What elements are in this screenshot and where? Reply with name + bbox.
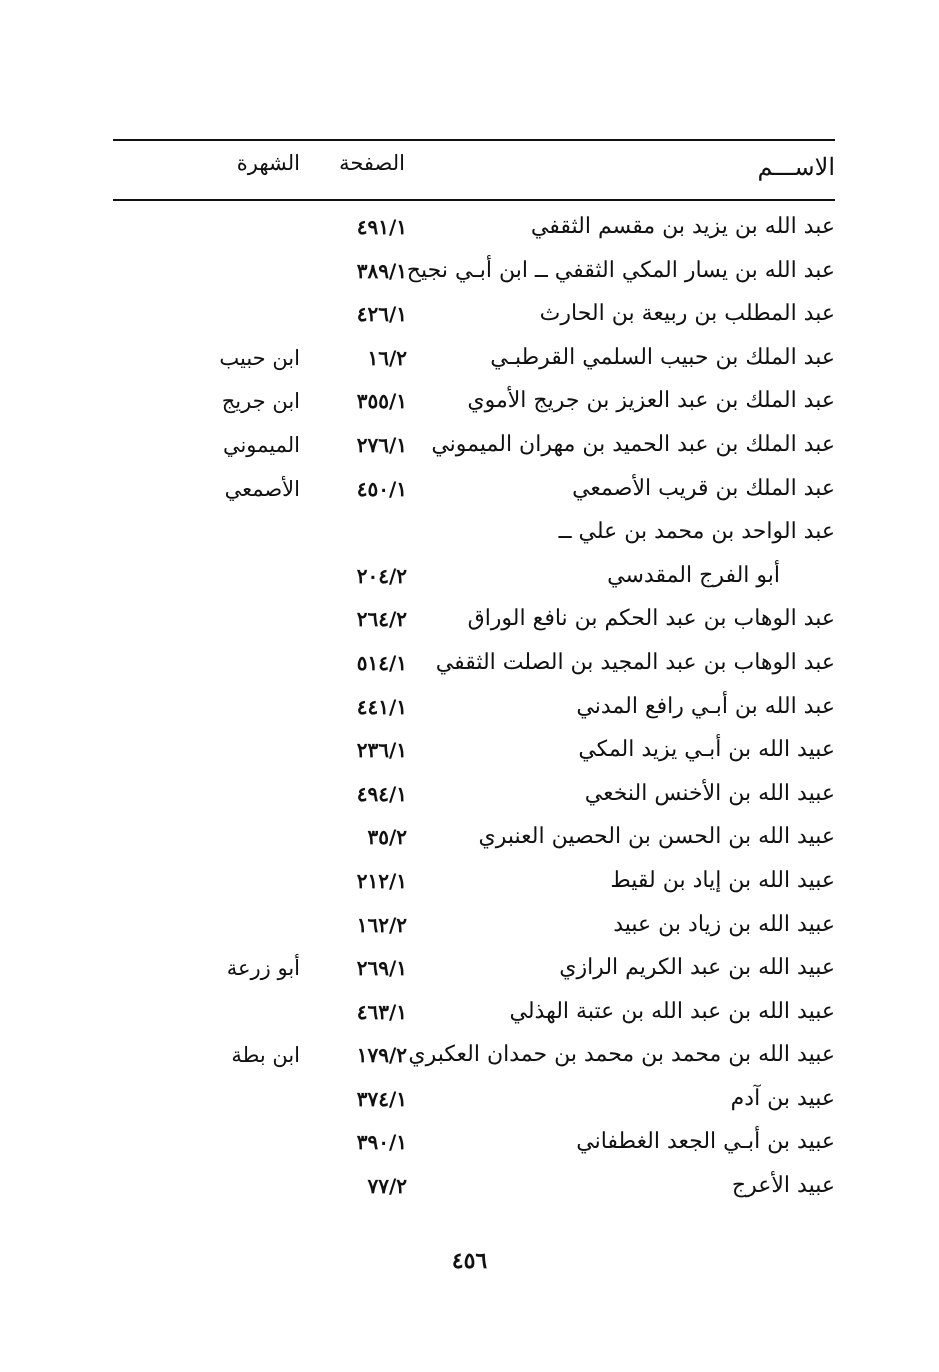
entry-name: عبيد بن آدم [730, 1085, 835, 1111]
entry-page: ٤٩٤/١ [356, 781, 407, 806]
entry-name: أبو الفرج المقدسي [607, 562, 780, 588]
table-row [113, 468, 835, 512]
entry-page: ٣٥٥/١ [356, 389, 407, 414]
entry-page: ٢٣٦/١ [356, 738, 407, 763]
table-top-rule [113, 139, 835, 141]
table-row [113, 686, 835, 730]
header-name: الاســـم [757, 153, 835, 181]
table-row [113, 424, 835, 468]
entry-name: عبد المطلب بن ربيعة بن الحارث [539, 301, 835, 327]
entry-page: ٣٨٩/١ [356, 258, 407, 283]
entry-name: عبد الملك بن عبد العزيز بن جريج الأموي [467, 388, 835, 414]
entry-page: ٣٥/٢ [367, 825, 407, 850]
header-page: الصفحة [339, 151, 405, 175]
entry-page: ٣٩٠/١ [356, 1130, 407, 1155]
entry-fame: الأصمعي [224, 476, 300, 501]
table-row [113, 729, 835, 773]
entry-name: عبيد الله بن عبد الكريم الرازي [559, 955, 835, 981]
table-row [113, 947, 835, 991]
entry-name: عبيد الله بن إياد بن لقيط [610, 867, 835, 893]
table-row [113, 206, 835, 250]
entry-page: ١٦/٢ [367, 345, 407, 370]
table-row [113, 1165, 835, 1209]
entry-page: ٤٩١/١ [356, 215, 407, 239]
table-row [113, 250, 835, 294]
entry-page: ٧٧/٢ [367, 1174, 407, 1199]
entry-name: عبد الوهاب بن عبد المجيد بن الصلت الثقفي [435, 649, 835, 675]
entry-page: ٤٦٣/١ [356, 999, 407, 1024]
entry-page: ١٧٩/٢ [356, 1043, 407, 1068]
entry-page: ٢٧٦/١ [356, 432, 407, 457]
table-row [113, 816, 835, 860]
table-row [113, 598, 835, 642]
table-row [113, 773, 835, 817]
entry-name: عبيد الأعرج [731, 1173, 835, 1199]
table-row [113, 293, 835, 337]
entry-name: عبد الله بن أبـي رافع المدني [576, 693, 835, 719]
entry-fame: ابن حبيب [219, 345, 300, 370]
table-header-rule [113, 199, 835, 201]
entry-page: ١٦٢/٢ [356, 912, 407, 937]
entry-name: عبد الملك بن حبيب السلمي القرطبـي [490, 344, 835, 370]
entry-fame: أبو زرعة [226, 956, 300, 981]
table-row [113, 991, 835, 1035]
entry-page: ٢٦٩/١ [356, 956, 407, 981]
entry-name: عبد الله بن يسار المكي الثقفي ــ ابن أبـي نجيح [406, 257, 835, 283]
entry-name: عبيد الله بن أبـي يزيد المكي [578, 737, 835, 763]
entry-page: ٢٦٤/٢ [356, 607, 407, 632]
table-row [113, 511, 835, 555]
table-row [113, 380, 835, 424]
table-row [113, 1121, 835, 1165]
page-number: ٤٥٦ [451, 1248, 488, 1274]
table-header [113, 150, 835, 190]
table-row [113, 904, 835, 948]
table-row [113, 1034, 835, 1078]
entry-fame: الميموني [222, 432, 300, 457]
entry-page: ٤٥٠/١ [356, 476, 407, 501]
table-row [113, 337, 835, 381]
entry-name: عبد الوهاب بن عبد الحكم بن نافع الوراق [467, 606, 835, 632]
entry-page: ٤٢٦/١ [356, 302, 407, 327]
entry-name: عبد الملك بن عبد الحميد بن مهران الميموني [431, 431, 835, 457]
header-fame: الشهرة [236, 151, 300, 175]
entry-page: ٢٠٤/٢ [356, 563, 407, 588]
entry-name: عبيد الله بن الحسن بن الحصين العنبري [478, 824, 835, 850]
entry-page: ٢١٢/١ [356, 868, 407, 893]
entry-name: عبيد الله بن الأخنس النخعي [584, 780, 835, 806]
table-row [113, 1078, 835, 1122]
table-row [113, 860, 835, 904]
entry-fame: ابن بطة [231, 1043, 300, 1068]
entry-name: عبد الواحد بن محمد بن علي ــ [558, 519, 835, 545]
entry-name: عبد الملك بن قريب الأصمعي [572, 475, 835, 501]
table-row [113, 555, 835, 599]
entry-name: عبيد بن أبـي الجعد الغطفاني [576, 1129, 835, 1155]
entry-page: ٥١٤/١ [356, 650, 407, 675]
entry-name: عبيد الله بن عبد الله بن عتبة الهذلي [509, 998, 835, 1024]
entry-fame: ابن جريج [221, 389, 300, 414]
entry-name: عبد الله بن يزيد بن مقسم الثقفي [530, 214, 835, 239]
table-row [113, 642, 835, 686]
entry-name: عبيد الله بن زياد بن عبيد [613, 911, 835, 937]
entry-page: ٤٤١/١ [356, 694, 407, 719]
entry-page: ٣٧٤/١ [356, 1086, 407, 1111]
entry-name: عبيد الله بن محمد بن محمد بن حمدان العكبري [408, 1042, 835, 1068]
index-table-body [113, 206, 835, 1209]
